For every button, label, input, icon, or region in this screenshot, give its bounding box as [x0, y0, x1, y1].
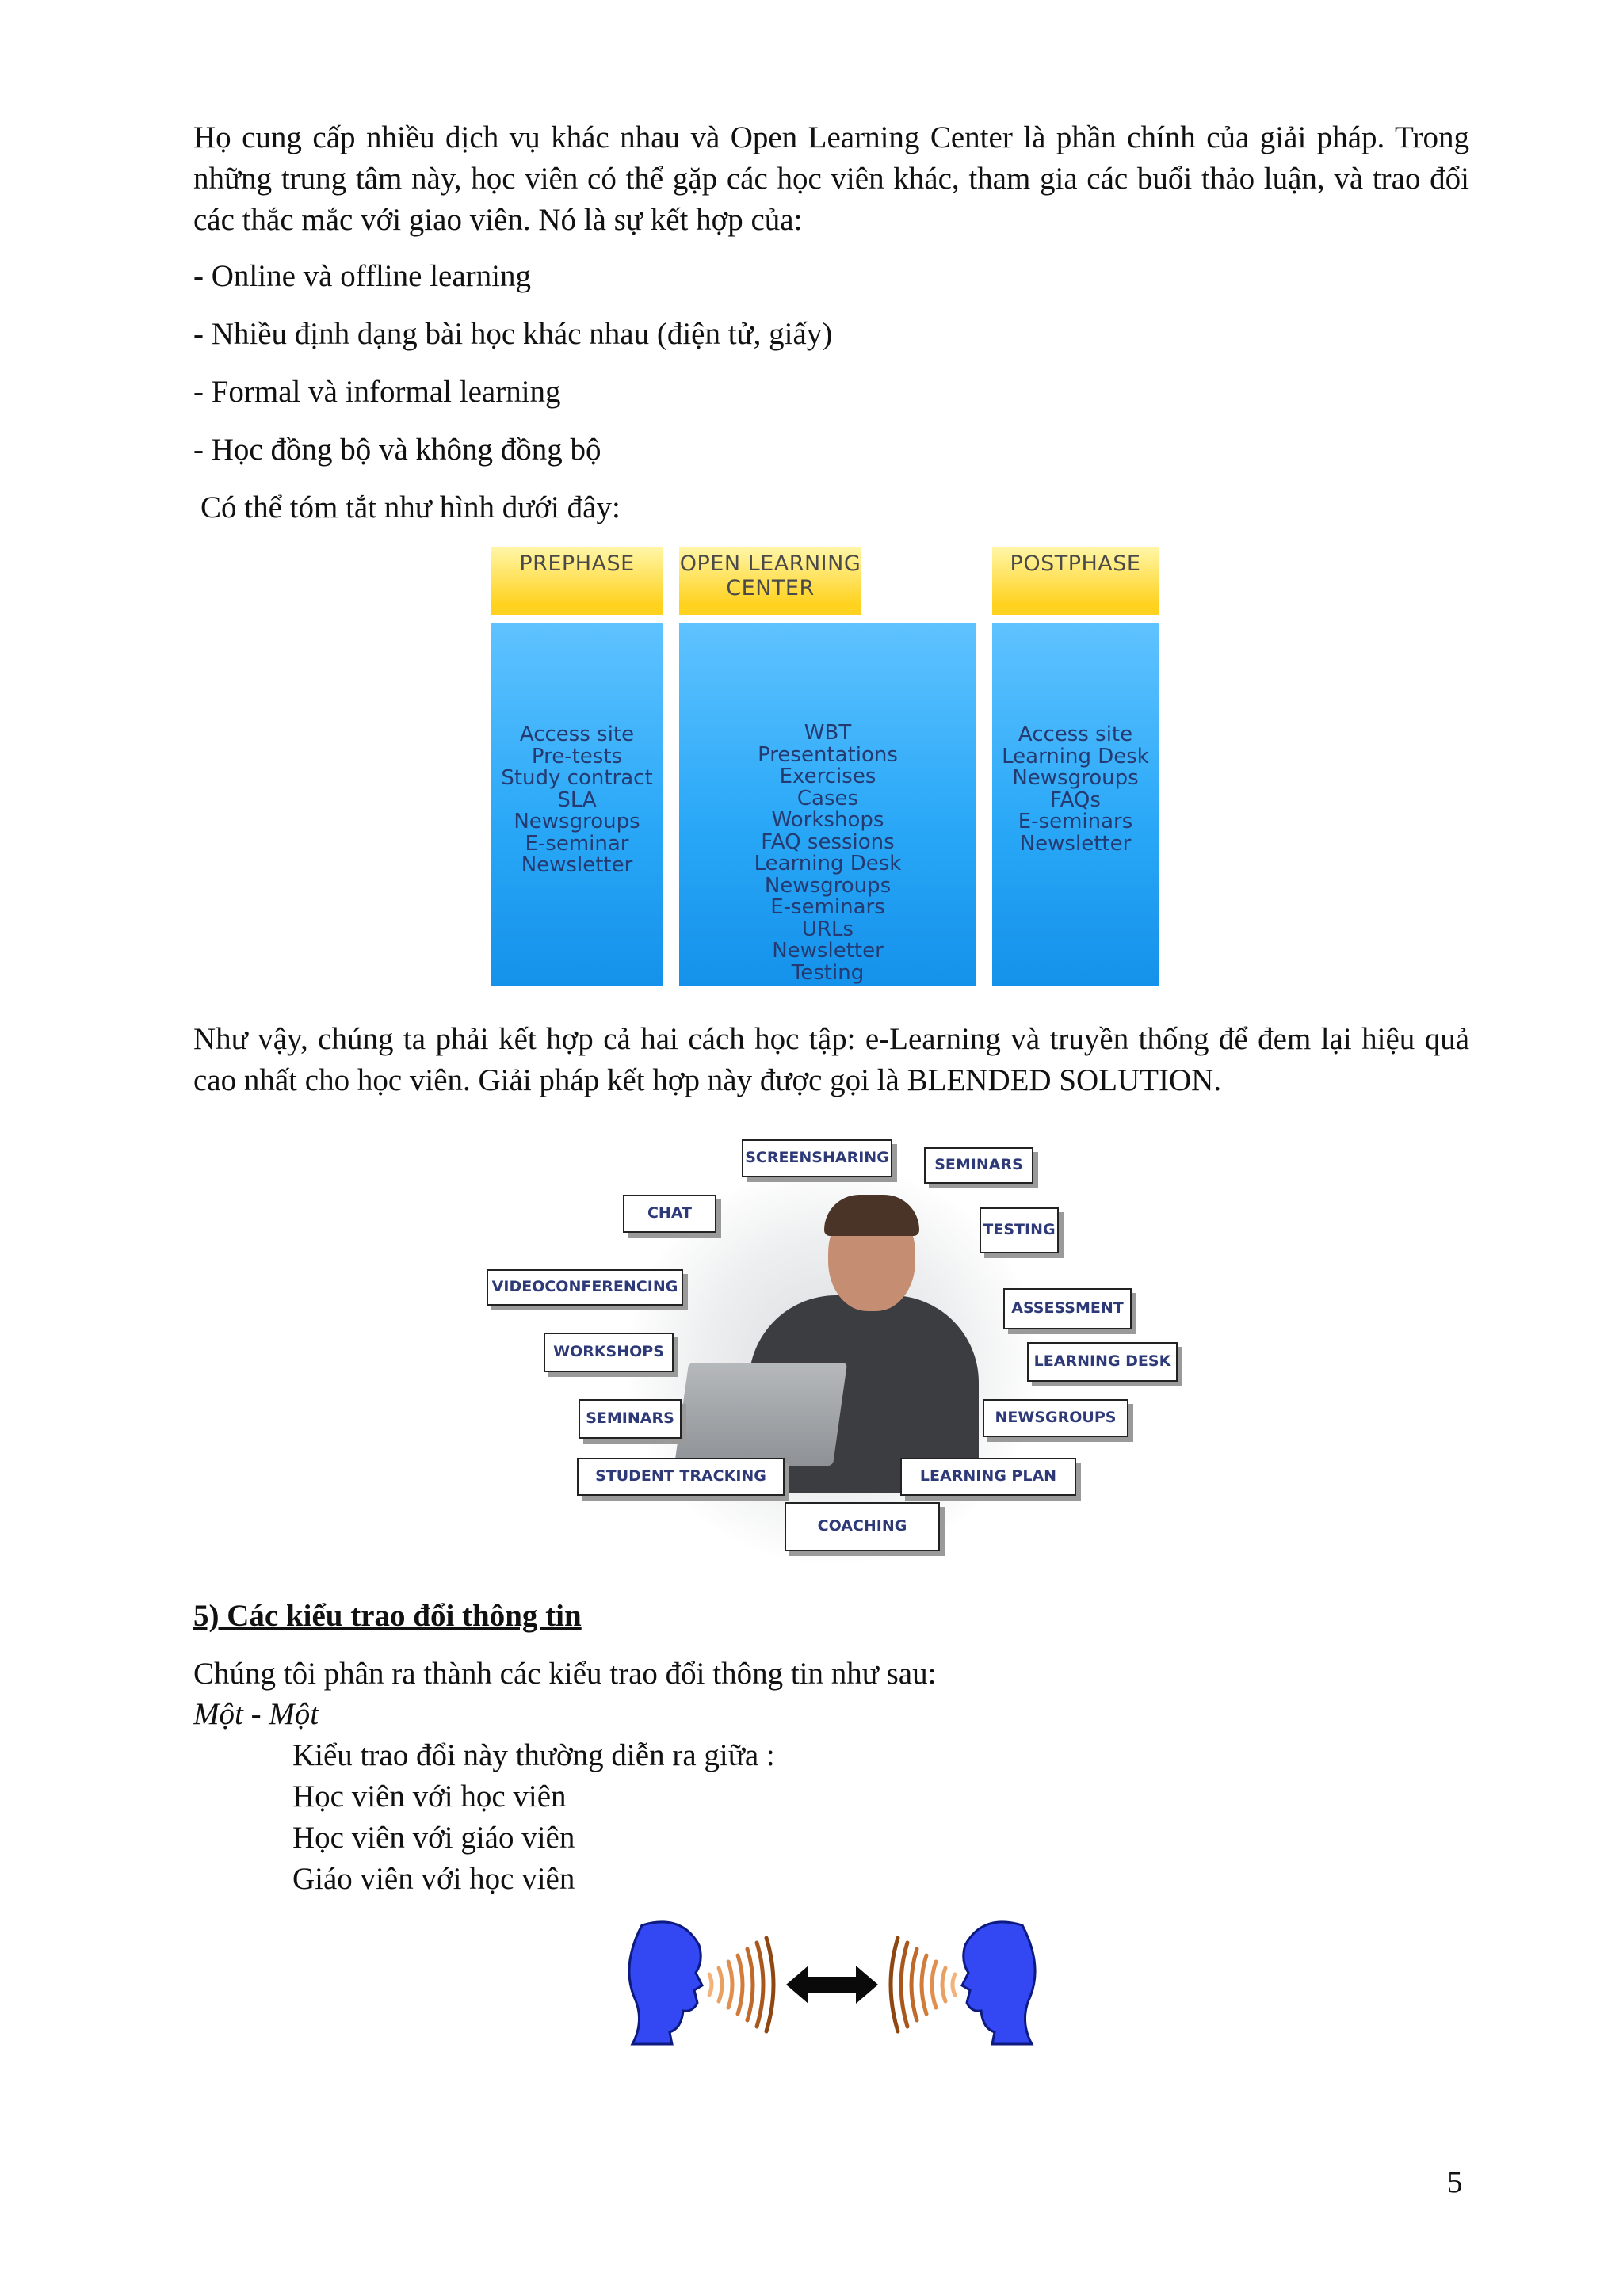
list-item: Study contract — [501, 766, 653, 790]
list-item: Access site — [1018, 723, 1133, 746]
postphase-column — [992, 623, 1159, 986]
tag-coaching: COACHING — [785, 1502, 940, 1551]
section-intro: Chúng tôi phân ra thành các kiểu trao đổi thông tin như sau: — [193, 1657, 937, 1691]
pair-item: Học viên với giáo viên — [292, 1821, 575, 1855]
list-item: Newsletter — [772, 939, 884, 963]
tag-screensharing: SCREENSHARING — [742, 1139, 892, 1177]
tag-assessment: ASSESSMENT — [1003, 1288, 1132, 1329]
olc-list — [679, 723, 976, 984]
page-number: 5 — [1447, 2165, 1463, 2199]
list-item: Newsletter — [521, 853, 633, 877]
bullet-item: - Nhiều định dạng bài học khác nhau (điện tử, giấy) — [193, 317, 833, 351]
one-to-one-communication-figure — [626, 1917, 1038, 2052]
pair-item: Học viên với học viên — [292, 1779, 567, 1814]
list-item: WBT — [804, 721, 852, 745]
list-item: Learning Desk — [754, 852, 902, 875]
bullet-item: - Formal và informal learning — [193, 375, 561, 409]
list-item: Newsletter — [1019, 831, 1132, 856]
tag-learning-plan: LEARNING PLAN — [900, 1458, 1076, 1496]
list-item: FAQs — [1050, 788, 1101, 812]
pair-item: Giáo viên với học viên — [292, 1862, 575, 1896]
double-arrow-icon — [785, 1961, 880, 2008]
bullet-item: - Online và offline learning — [193, 259, 531, 293]
prephase-title: PREPHASE — [519, 551, 635, 576]
list-item: Newsgroups — [1012, 766, 1139, 790]
subtype-description: Kiểu trao đổi này thường diễn ra giữa : — [292, 1738, 775, 1772]
prephase-header — [491, 547, 663, 615]
tag-chat: CHAT — [623, 1195, 716, 1233]
list-item: Exercises — [779, 765, 876, 788]
tag-student-tracking: STUDENT TRACKING — [577, 1458, 785, 1496]
sound-waves-right-icon — [876, 1933, 963, 2036]
list-item: Cases — [796, 786, 859, 810]
postphase-header — [992, 547, 1159, 615]
list-item: FAQ sessions — [761, 830, 895, 854]
tag-seminars-left: SEMINARS — [579, 1399, 682, 1439]
list-item: Learning Desk — [1002, 744, 1149, 769]
person-head-right-icon — [959, 1917, 1038, 2048]
list-item: E-seminar — [525, 831, 629, 856]
list-item: E-seminars — [1018, 810, 1133, 833]
postphase-title: POSTPHASE — [1010, 551, 1141, 576]
tag-testing: TESTING — [980, 1207, 1059, 1253]
olc-header — [679, 547, 861, 615]
list-item: E-seminars — [770, 895, 885, 919]
person-hair — [824, 1195, 919, 1236]
blended-paragraph: Như vậy, chúng ta phải kết hợp cả hai cách học tập: e-Learning và truyền thống để đem lại hiệu quả cao nhất cho học viên. Giải pháp kết hợp này được gọi là BLENDED SOLUTION. — [193, 1022, 1469, 1097]
list-item: URLs — [801, 917, 854, 941]
tag-workshops: WORKSHOPS — [544, 1333, 674, 1372]
list-item: Access site — [519, 723, 635, 746]
intro-paragraph: Họ cung cấp nhiều dịch vụ khác nhau và Open Learning Center là phần chính của giải pháp. Trong những trung tâm này, học viên có thể gặp các học viên khác, tham gia các buổi thảo luận, và trao đổi các thắc mắc với giao viên. Nó là sự kết hợp của: — [193, 120, 1469, 237]
laptop-image — [674, 1363, 847, 1466]
sound-waves-left-icon — [701, 1933, 789, 2036]
olc-title: OPEN LEARNING CENTER — [679, 551, 861, 601]
list-item: Testing — [791, 960, 865, 985]
tag-seminars: SEMINARS — [924, 1147, 1033, 1184]
olc-column — [679, 623, 976, 986]
tag-videoconferencing: VIDEOCONFERENCING — [487, 1269, 683, 1306]
tag-newsgroups: NEWSGROUPS — [983, 1399, 1128, 1437]
list-item: Workshops — [771, 808, 884, 832]
person-head-left-icon — [626, 1917, 705, 2048]
list-item: SLA — [557, 788, 597, 812]
subtype-label: Một - Một — [193, 1697, 319, 1731]
tag-learning-desk: LEARNING DESK — [1027, 1342, 1178, 1382]
bullet-item: - Học đồng bộ và không đồng bộ — [193, 433, 601, 467]
prephase-list — [491, 724, 663, 877]
list-item: Presentations — [758, 742, 898, 767]
list-item: Pre-tests — [531, 744, 623, 769]
postphase-list — [992, 724, 1159, 855]
summary-line: Có thể tóm tắt như hình dưới đây: — [200, 490, 621, 524]
olc-diagram — [485, 547, 1159, 986]
prephase-column — [491, 623, 663, 986]
list-item: Newsgroups — [514, 810, 640, 833]
list-item: Newsgroups — [764, 873, 892, 898]
blended-solution-illustration — [483, 1125, 1186, 1565]
section-heading: 5) Các kiểu trao đổi thông tin — [193, 1599, 582, 1633]
